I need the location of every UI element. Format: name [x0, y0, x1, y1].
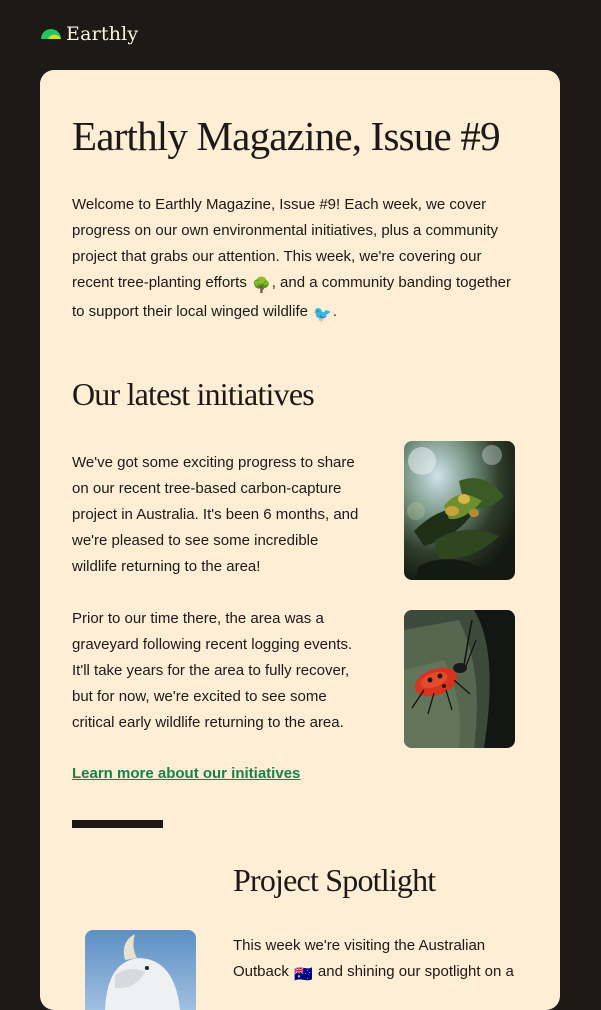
site-header	[40, 22, 138, 46]
section-divider	[72, 820, 163, 828]
intro-text-part-1: Welcome to Earthly Magazine, Issue #9! Each week, we cover progress on our own environmental initiatives, plus a community project that grabs our attention. This week, we're covering our recent tree-planting efforts	[72, 196, 499, 291]
leaf-dome-icon[interactable]	[40, 27, 62, 41]
newsletter-card	[40, 70, 560, 1010]
tree-emoji: 🌳	[252, 277, 271, 294]
intro-text-part-2: , and a community banding together to support their local winged wildlife	[72, 274, 512, 320]
spotlight-text-part-1: This week we're visiting the Australian Outback	[233, 937, 486, 980]
spotlight-text-part-2: and shining our spotlight on a	[313, 963, 514, 980]
oak-leaves-photo	[404, 441, 515, 580]
intro-text-part-3: .	[332, 303, 337, 320]
page-title: Earthly Magazine, Issue #9	[72, 113, 500, 159]
brand-name[interactable]: Earthly	[66, 23, 139, 45]
initiative-paragraph-2: Prior to our time there, the area was a graveyard following recent logging events. It'll take years for the area to fully recover, but for now, we're excited to see some critical early wildlife returning to the area.	[72, 610, 353, 731]
learn-more-initiatives-link[interactable]: Learn more about our initiatives	[72, 765, 301, 782]
initiative-paragraph-1: We've got some exciting progress to share on our recent tree-based carbon-capture project in Australia. It's been 6 months, and we're pleased to see some incredible wildlife returning to the area!	[72, 454, 359, 575]
initiatives-heading: Our latest initiatives	[72, 376, 314, 412]
australia-flag-emoji: 🇦🇺	[294, 966, 313, 983]
cockatoo-photo	[85, 930, 196, 1010]
bird-emoji: 🐦	[313, 306, 332, 323]
intro-paragraph	[72, 192, 522, 328]
spotlight-heading: Project Spotlight	[233, 862, 436, 898]
red-bug-on-leaf-photo	[404, 610, 515, 748]
